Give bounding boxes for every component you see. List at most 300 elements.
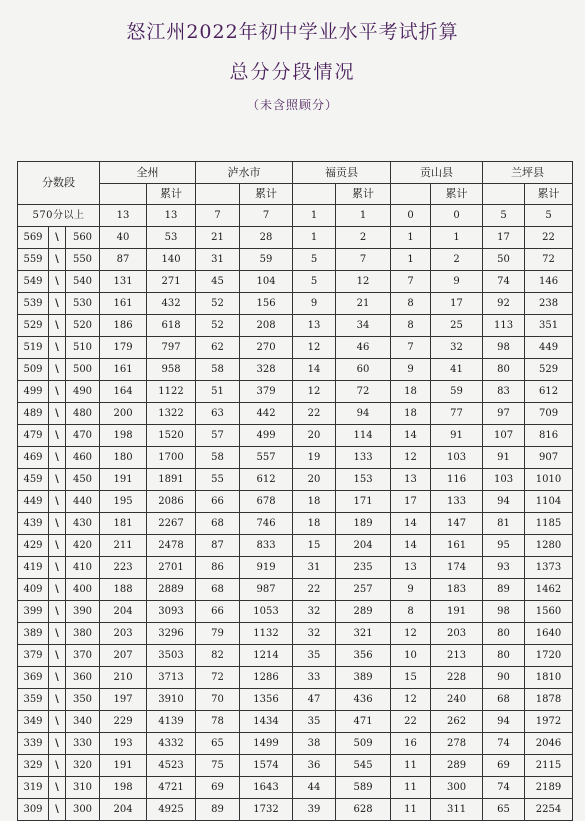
table-cell: 153 <box>336 469 391 491</box>
table-cell: 22 <box>293 579 336 601</box>
table-cell: 204 <box>100 601 147 623</box>
range-high: 379 <box>18 645 49 667</box>
range-high: 329 <box>18 755 49 777</box>
table-cell: 833 <box>240 535 293 557</box>
range-high: 389 <box>18 623 49 645</box>
table-cell: 11 <box>391 777 431 799</box>
table-cell: 2086 <box>147 491 196 513</box>
table-cell: 89 <box>196 799 240 821</box>
table-cell: 612 <box>525 381 573 403</box>
table-cell: 72 <box>336 381 391 403</box>
table-cell: 133 <box>431 491 483 513</box>
table-cell: 103 <box>483 469 525 491</box>
table-cell: 189 <box>336 513 391 535</box>
table-cell: 72 <box>525 249 573 271</box>
table-cell: 86 <box>196 557 240 579</box>
table-cell: 1280 <box>525 535 573 557</box>
range-low: 520 <box>66 315 100 337</box>
table-cell: 174 <box>431 557 483 579</box>
table-row <box>18 403 573 425</box>
table-cell: 2701 <box>147 557 196 579</box>
table-cell: 14 <box>293 359 336 381</box>
table-cell: 14 <box>391 425 431 447</box>
table-cell: 13 <box>391 557 431 579</box>
table-cell: 2 <box>431 249 483 271</box>
range-high: 309 <box>18 799 49 821</box>
table-cell: 94 <box>483 711 525 733</box>
table-cell: 1972 <box>525 711 573 733</box>
range-separator: \ <box>49 579 66 601</box>
table-cell: 69 <box>483 755 525 777</box>
range-separator: \ <box>49 733 66 755</box>
table-cell: 1 <box>293 205 336 227</box>
table-cell: 0 <box>431 205 483 227</box>
table-cell: 59 <box>240 249 293 271</box>
table-cell: 198 <box>100 425 147 447</box>
table-cell: 289 <box>336 601 391 623</box>
table-cell: 52 <box>196 293 240 315</box>
table-cell: 47 <box>293 689 336 711</box>
table-cell: 74 <box>483 271 525 293</box>
table-cell: 5 <box>483 205 525 227</box>
table-cell: 356 <box>336 645 391 667</box>
range-separator: \ <box>49 667 66 689</box>
range-high: 529 <box>18 315 49 337</box>
range-separator: \ <box>49 491 66 513</box>
table-cell: 228 <box>431 667 483 689</box>
table-cell: 321 <box>336 623 391 645</box>
table-row <box>18 799 573 821</box>
table-cell: 75 <box>196 755 240 777</box>
table-cell: 300 <box>431 777 483 799</box>
table-cell: 21 <box>336 293 391 315</box>
table-cell: 12 <box>391 447 431 469</box>
table-cell: 9 <box>293 293 336 315</box>
range-separator: \ <box>49 227 66 249</box>
range-separator: \ <box>49 293 66 315</box>
header-row-regions <box>18 162 573 184</box>
table-cell: 93 <box>483 557 525 579</box>
table-cell: 436 <box>336 689 391 711</box>
table-cell: 72 <box>196 667 240 689</box>
table-cell: 91 <box>483 447 525 469</box>
table-cell: 270 <box>240 337 293 359</box>
table-cell: 4721 <box>147 777 196 799</box>
table-cell: 589 <box>336 777 391 799</box>
table-cell: 17 <box>391 491 431 513</box>
table-cell: 12 <box>391 689 431 711</box>
table-cell: 4139 <box>147 711 196 733</box>
range-high: 499 <box>18 381 49 403</box>
table-cell: 17 <box>483 227 525 249</box>
header-row-subcolumns <box>18 184 573 205</box>
table-cell: 211 <box>100 535 147 557</box>
table-cell: 8 <box>391 601 431 623</box>
cumulative-header: 累计 <box>525 184 573 205</box>
table-cell: 55 <box>196 469 240 491</box>
table-row <box>18 271 573 293</box>
table-row <box>18 667 573 689</box>
table-cell: 1560 <box>525 601 573 623</box>
table-cell: 16 <box>391 733 431 755</box>
table-row <box>18 557 573 579</box>
range-high: 489 <box>18 403 49 425</box>
table-cell: 183 <box>431 579 483 601</box>
cumulative-header: 累计 <box>431 184 483 205</box>
table-cell: 186 <box>100 315 147 337</box>
range-separator: \ <box>49 271 66 293</box>
range-high: 439 <box>18 513 49 535</box>
table-cell: 289 <box>431 755 483 777</box>
table-cell: 79 <box>196 623 240 645</box>
table-cell: 32 <box>293 623 336 645</box>
range-separator: \ <box>49 623 66 645</box>
table-cell: 40 <box>100 227 147 249</box>
table-cell: 197 <box>100 689 147 711</box>
table-cell: 203 <box>100 623 147 645</box>
table-cell: 240 <box>431 689 483 711</box>
table-cell: 1720 <box>525 645 573 667</box>
table-cell: 116 <box>431 469 483 491</box>
range-low: 360 <box>66 667 100 689</box>
table-cell: 95 <box>483 535 525 557</box>
range-separator: \ <box>49 249 66 271</box>
table-cell: 171 <box>336 491 391 513</box>
range-low: 440 <box>66 491 100 513</box>
table-cell: 1810 <box>525 667 573 689</box>
range-high: 399 <box>18 601 49 623</box>
table-cell: 114 <box>336 425 391 447</box>
table-cell: 83 <box>483 381 525 403</box>
table-cell: 113 <box>483 315 525 337</box>
document-title: 怒江州2022年初中学业水平考试折算 <box>126 21 459 43</box>
table-cell: 104 <box>240 271 293 293</box>
cumulative-header: 累计 <box>147 184 196 205</box>
table-cell: 2254 <box>525 799 573 821</box>
table-row-top <box>18 205 573 227</box>
table-cell: 12 <box>293 337 336 359</box>
range-high: 369 <box>18 667 49 689</box>
table-cell: 69 <box>196 777 240 799</box>
range-high: 429 <box>18 535 49 557</box>
table-cell: 7 <box>240 205 293 227</box>
range-high: 349 <box>18 711 49 733</box>
table-cell: 11 <box>391 755 431 777</box>
document-header <box>0 0 585 150</box>
table-cell: 1286 <box>240 667 293 689</box>
range-separator: \ <box>49 535 66 557</box>
range-low: 470 <box>66 425 100 447</box>
range-low: 530 <box>66 293 100 315</box>
range-high: 469 <box>18 447 49 469</box>
table-cell: 179 <box>100 337 147 359</box>
table-row <box>18 227 573 249</box>
table-cell: 193 <box>100 733 147 755</box>
range-low: 480 <box>66 403 100 425</box>
table-cell: 13 <box>293 315 336 337</box>
range-separator: \ <box>49 337 66 359</box>
table-cell: 9 <box>431 271 483 293</box>
range-high: 319 <box>18 777 49 799</box>
table-cell: 13 <box>391 469 431 491</box>
range-separator: \ <box>49 711 66 733</box>
table-cell: 98 <box>483 601 525 623</box>
range-separator: \ <box>49 601 66 623</box>
table-cell: 204 <box>100 799 147 821</box>
range-low: 460 <box>66 447 100 469</box>
table-cell: 389 <box>336 667 391 689</box>
table-cell: 235 <box>336 557 391 579</box>
table-cell: 816 <box>525 425 573 447</box>
table-row <box>18 755 573 777</box>
range-low: 420 <box>66 535 100 557</box>
table-cell: 278 <box>431 733 483 755</box>
table-cell: 28 <box>240 227 293 249</box>
table-cell: 22 <box>525 227 573 249</box>
table-cell: 213 <box>431 645 483 667</box>
table-cell: 81 <box>483 513 525 535</box>
table-cell: 198 <box>100 777 147 799</box>
table-cell: 18 <box>293 513 336 535</box>
table-cell: 1 <box>391 249 431 271</box>
table-cell: 1462 <box>525 579 573 601</box>
table-row <box>18 469 573 491</box>
table-cell: 628 <box>336 799 391 821</box>
range-low: 410 <box>66 557 100 579</box>
table-cell: 210 <box>100 667 147 689</box>
range-low: 310 <box>66 777 100 799</box>
table-cell: 13 <box>100 205 147 227</box>
table-cell: 1322 <box>147 403 196 425</box>
table-cell: 7 <box>336 249 391 271</box>
table-cell: 146 <box>525 271 573 293</box>
table-cell: 1 <box>293 227 336 249</box>
table-cell: 907 <box>525 447 573 469</box>
range-low: 400 <box>66 579 100 601</box>
range-label: 570分以上 <box>18 205 100 227</box>
range-high: 539 <box>18 293 49 315</box>
table-cell: 2046 <box>525 733 573 755</box>
table-cell: 35 <box>293 645 336 667</box>
table-cell: 50 <box>483 249 525 271</box>
table-cell: 31 <box>196 249 240 271</box>
table-cell: 379 <box>240 381 293 403</box>
range-high: 359 <box>18 689 49 711</box>
table-cell: 200 <box>100 403 147 425</box>
table-cell: 1132 <box>240 623 293 645</box>
table-cell: 238 <box>525 293 573 315</box>
table-cell: 66 <box>196 601 240 623</box>
table-cell: 70 <box>196 689 240 711</box>
table-cell: 65 <box>483 799 525 821</box>
table-cell: 21 <box>196 227 240 249</box>
range-low: 430 <box>66 513 100 535</box>
range-high: 569 <box>18 227 49 249</box>
table-cell: 1574 <box>240 755 293 777</box>
table-cell: 92 <box>483 293 525 315</box>
table-row <box>18 491 573 513</box>
table-row <box>18 733 573 755</box>
table-cell: 18 <box>293 491 336 513</box>
range-high: 479 <box>18 425 49 447</box>
range-high: 339 <box>18 733 49 755</box>
table-cell: 509 <box>336 733 391 755</box>
table-cell: 432 <box>147 293 196 315</box>
table-cell: 46 <box>336 337 391 359</box>
range-low: 350 <box>66 689 100 711</box>
range-high: 409 <box>18 579 49 601</box>
table-cell: 57 <box>196 425 240 447</box>
table-cell: 12 <box>391 623 431 645</box>
table-cell: 11 <box>391 799 431 821</box>
table-cell: 63 <box>196 403 240 425</box>
table-row <box>18 337 573 359</box>
table-cell: 78 <box>196 711 240 733</box>
table-cell: 17 <box>431 293 483 315</box>
table-cell: 208 <box>240 315 293 337</box>
range-high: 419 <box>18 557 49 579</box>
score-distribution-table-wrap <box>17 161 572 821</box>
table-cell: 22 <box>391 711 431 733</box>
table-cell: 80 <box>483 645 525 667</box>
table-cell: 351 <box>525 315 573 337</box>
table-cell: 3503 <box>147 645 196 667</box>
table-cell: 53 <box>147 227 196 249</box>
range-separator: \ <box>49 777 66 799</box>
table-cell: 1891 <box>147 469 196 491</box>
cumulative-header: 累计 <box>336 184 391 205</box>
table-cell: 89 <box>483 579 525 601</box>
table-cell: 68 <box>483 689 525 711</box>
table-cell: 471 <box>336 711 391 733</box>
range-separator: \ <box>49 513 66 535</box>
table-cell: 987 <box>240 579 293 601</box>
table-cell: 133 <box>336 447 391 469</box>
table-row <box>18 777 573 799</box>
table-row <box>18 535 573 557</box>
table-cell: 257 <box>336 579 391 601</box>
table-cell: 4925 <box>147 799 196 821</box>
range-high: 509 <box>18 359 49 381</box>
table-cell: 12 <box>293 381 336 403</box>
table-cell: 1 <box>431 227 483 249</box>
table-cell: 15 <box>391 667 431 689</box>
table-cell: 25 <box>431 315 483 337</box>
table-cell: 203 <box>431 623 483 645</box>
table-cell: 22 <box>293 403 336 425</box>
count-header <box>483 184 525 205</box>
range-low: 560 <box>66 227 100 249</box>
table-cell: 191 <box>431 601 483 623</box>
range-high: 459 <box>18 469 49 491</box>
table-row <box>18 645 573 667</box>
table-cell: 8 <box>391 293 431 315</box>
table-cell: 59 <box>431 381 483 403</box>
table-cell: 229 <box>100 711 147 733</box>
table-cell: 1053 <box>240 601 293 623</box>
table-cell: 180 <box>100 447 147 469</box>
table-cell: 161 <box>100 359 147 381</box>
range-separator: \ <box>49 425 66 447</box>
table-cell: 181 <box>100 513 147 535</box>
range-header: 分数段 <box>18 162 100 205</box>
table-cell: 87 <box>196 535 240 557</box>
table-cell: 709 <box>525 403 573 425</box>
table-cell: 74 <box>483 777 525 799</box>
table-cell: 65 <box>196 733 240 755</box>
region-header: 福贡县 <box>293 162 391 184</box>
table-cell: 45 <box>196 271 240 293</box>
table-cell: 311 <box>431 799 483 821</box>
table-cell: 746 <box>240 513 293 535</box>
range-low: 330 <box>66 733 100 755</box>
table-row <box>18 425 573 447</box>
table-cell: 103 <box>431 447 483 469</box>
range-low: 490 <box>66 381 100 403</box>
table-cell: 545 <box>336 755 391 777</box>
table-cell: 5 <box>293 249 336 271</box>
table-cell: 62 <box>196 337 240 359</box>
table-cell: 2189 <box>525 777 573 799</box>
table-cell: 107 <box>483 425 525 447</box>
table-row <box>18 623 573 645</box>
table-cell: 10 <box>391 645 431 667</box>
count-header <box>100 184 147 205</box>
table-cell: 7 <box>196 205 240 227</box>
region-header: 贡山县 <box>391 162 483 184</box>
range-separator: \ <box>49 689 66 711</box>
table-cell: 41 <box>431 359 483 381</box>
table-cell: 34 <box>336 315 391 337</box>
range-low: 340 <box>66 711 100 733</box>
table-cell: 164 <box>100 381 147 403</box>
table-cell: 87 <box>100 249 147 271</box>
table-cell: 68 <box>196 513 240 535</box>
table-cell: 161 <box>431 535 483 557</box>
table-cell: 1122 <box>147 381 196 403</box>
count-header <box>293 184 336 205</box>
table-cell: 191 <box>100 469 147 491</box>
table-cell: 36 <box>293 755 336 777</box>
table-cell: 131 <box>100 271 147 293</box>
table-cell: 1434 <box>240 711 293 733</box>
table-cell: 3910 <box>147 689 196 711</box>
range-high: 549 <box>18 271 49 293</box>
table-body <box>18 205 573 821</box>
table-cell: 140 <box>147 249 196 271</box>
table-cell: 328 <box>240 359 293 381</box>
table-cell: 1214 <box>240 645 293 667</box>
table-cell: 1732 <box>240 799 293 821</box>
table-cell: 1520 <box>147 425 196 447</box>
table-cell: 60 <box>336 359 391 381</box>
table-cell: 1010 <box>525 469 573 491</box>
table-cell: 529 <box>525 359 573 381</box>
range-separator: \ <box>49 359 66 381</box>
range-separator: \ <box>49 447 66 469</box>
range-low: 390 <box>66 601 100 623</box>
table-cell: 161 <box>100 293 147 315</box>
table-cell: 14 <box>391 535 431 557</box>
table-cell: 207 <box>100 645 147 667</box>
table-row <box>18 315 573 337</box>
table-cell: 13 <box>147 205 196 227</box>
table-cell: 3713 <box>147 667 196 689</box>
table-cell: 271 <box>147 271 196 293</box>
table-cell: 612 <box>240 469 293 491</box>
document-subtitle: 总分分段情况 <box>229 61 356 83</box>
table-cell: 90 <box>483 667 525 689</box>
